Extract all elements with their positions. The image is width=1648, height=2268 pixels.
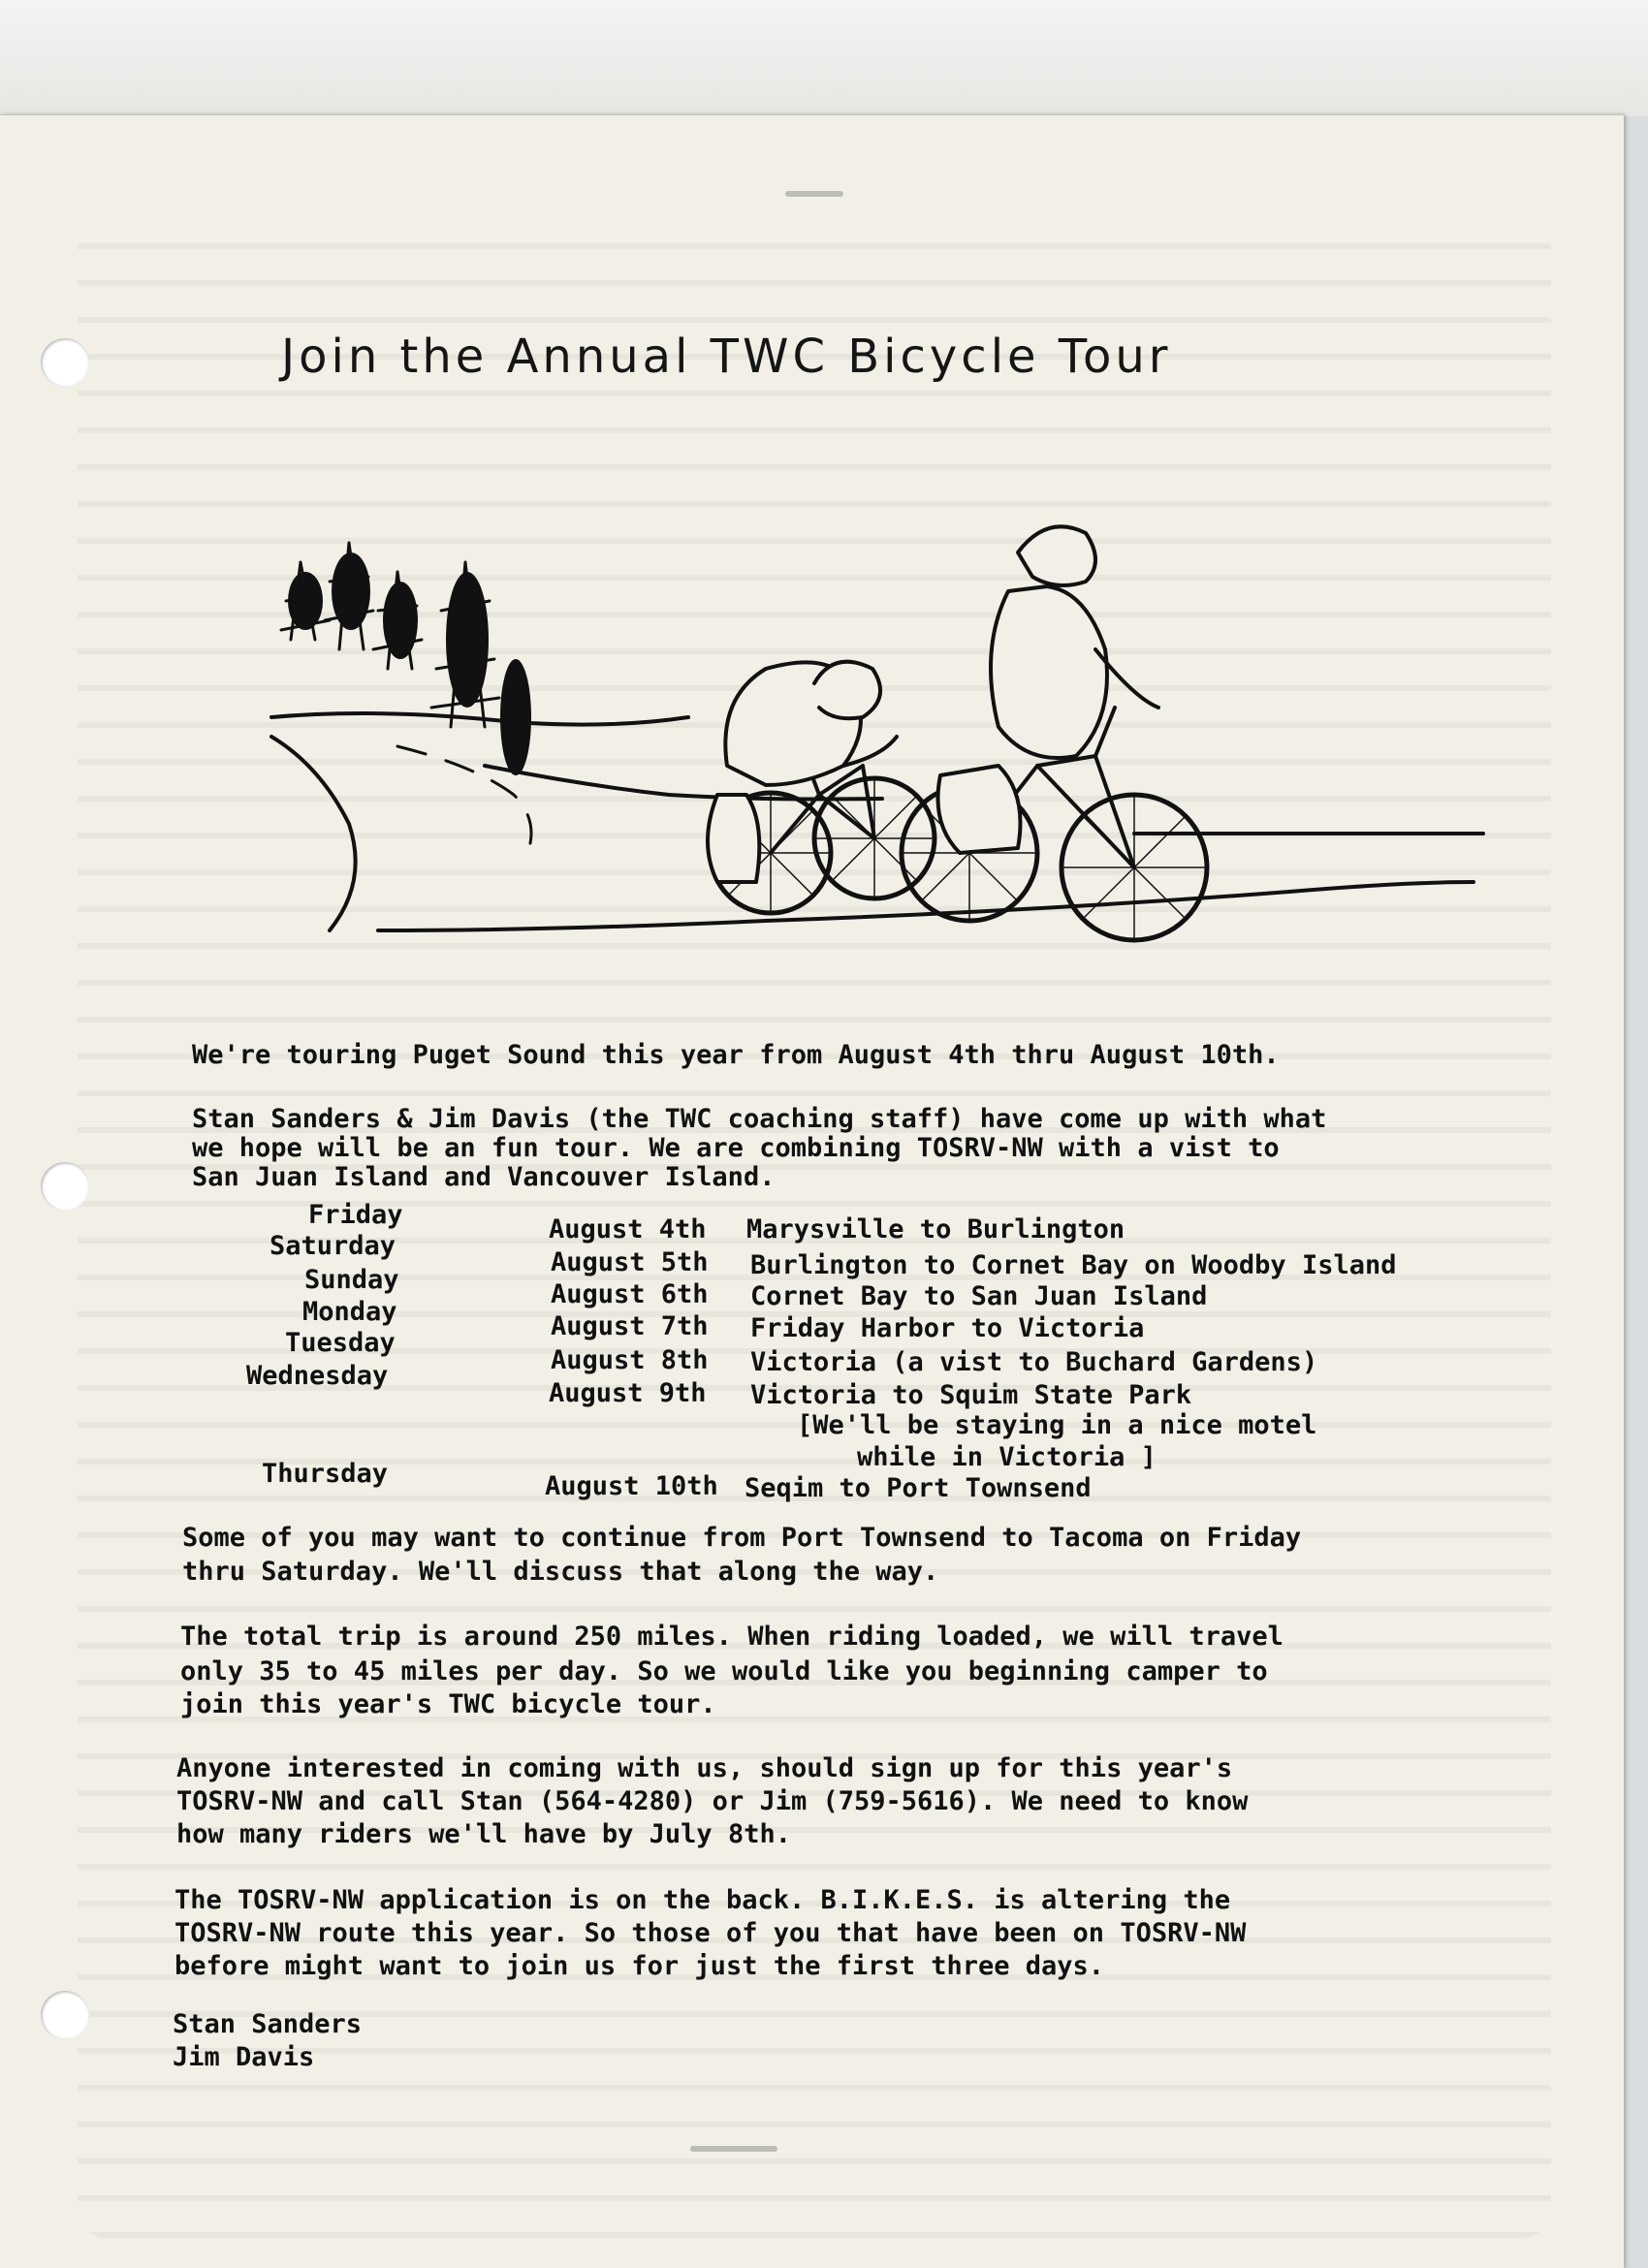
motel-note-line-1: [We'll be staying in a nice motel	[797, 1410, 1317, 1440]
cyclists-illustration	[262, 475, 1493, 998]
paragraph-4-line-2: TOSRV-NW and call Stan (564-4280) or Jim (759-5616). We need to know	[176, 1786, 1249, 1816]
itinerary-route: Victoria to Squim State Park	[750, 1380, 1192, 1410]
paragraph-5-line-1: The TOSRV-NW application is on the back. B.I.K.E.S. is altering the	[174, 1885, 1231, 1915]
signature-stan: Stan Sanders	[173, 2009, 363, 2039]
intro-line: We're touring Puget Sound this year from August 4th thru August 10th.	[192, 1040, 1280, 1070]
itinerary-day-saturday: Saturday	[269, 1231, 396, 1261]
itinerary-route: Victoria (a vist to Buchard Gardens)	[750, 1347, 1318, 1377]
staple-mark-bottom	[690, 2146, 777, 2152]
itinerary-route: Burlington to Cornet Bay on Woodby Island	[750, 1250, 1397, 1280]
itinerary-day-thursday: Thursday	[262, 1459, 389, 1489]
itinerary-day-monday: Monday	[302, 1297, 397, 1327]
paragraph-1-line-2: we hope will be an fun tour. We are combining TOSRV-NW with a vist to	[192, 1133, 1280, 1163]
scanner-background	[0, 0, 1648, 116]
paragraph-3-line-2: only 35 to 45 miles per day. So we would like you beginning camper to	[180, 1656, 1268, 1686]
itinerary-date: August 4th	[549, 1214, 707, 1244]
paragraph-1-line-3: San Juan Island and Vancouver Island.	[192, 1162, 776, 1192]
itinerary-route: Friday Harbor to Victoria	[750, 1313, 1145, 1343]
paragraph-3-line-1: The total trip is around 250 miles. When riding loaded, we will travel	[180, 1622, 1284, 1652]
paragraph-2-line-1: Some of you may want to continue from Port Townsend to Tacoma on Friday	[182, 1523, 1302, 1553]
itinerary-date: August 9th	[549, 1378, 707, 1408]
itinerary-route: Seqim to Port Townsend	[745, 1473, 1092, 1503]
paragraph-2-line-2: thru Saturday. We'll discuss that along the way.	[182, 1557, 939, 1587]
punch-hole-middle	[41, 1162, 89, 1211]
itinerary-route: Cornet Bay to San Juan Island	[750, 1281, 1208, 1311]
paragraph-4-line-1: Anyone interested in coming with us, should sign up for this year's	[176, 1753, 1233, 1783]
motel-note-line-2: while in Victoria ]	[857, 1442, 1157, 1472]
itinerary-route: Marysville to Burlington	[746, 1214, 1125, 1244]
itinerary-day-tuesday: Tuesday	[285, 1328, 396, 1358]
itinerary-date: August 5th	[551, 1247, 709, 1277]
paragraph-4-line-3: how many riders we'll have by July 8th.	[176, 1819, 791, 1849]
itinerary-date: August 8th	[551, 1345, 709, 1375]
itinerary-day-wednesday: Wednesday	[246, 1361, 389, 1391]
staple-mark-top	[785, 191, 843, 197]
paragraph-5-line-3: before might want to join us for just the first three days.	[174, 1951, 1105, 1981]
itinerary-date: August 6th	[551, 1279, 709, 1309]
itinerary-day-friday: Friday	[308, 1200, 403, 1230]
paragraph-1-line-1: Stan Sanders & Jim Davis (the TWC coaching staff) have come up with what	[192, 1104, 1327, 1134]
punch-hole-bottom	[41, 1991, 89, 2039]
page-title: Join the Annual TWC Bicycle Tour	[281, 330, 1172, 384]
paragraph-3-line-3: join this year's TWC bicycle tour.	[180, 1689, 716, 1719]
paragraph-5-line-2: TOSRV-NW route this year. So those of you that have been on TOSRV-NW	[174, 1918, 1247, 1948]
punch-hole-top	[41, 338, 89, 387]
signature-jim: Jim Davis	[173, 2042, 315, 2072]
itinerary-day-sunday: Sunday	[304, 1265, 399, 1295]
itinerary-date: August 7th	[551, 1311, 709, 1341]
itinerary-date: August 10th	[545, 1471, 718, 1501]
